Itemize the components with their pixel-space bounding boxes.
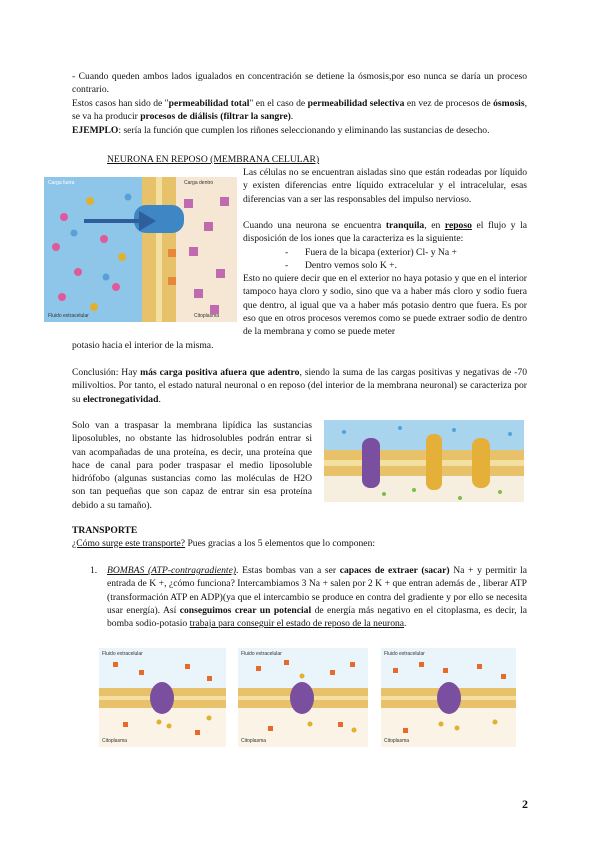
pump-figure-3 bbox=[381, 648, 516, 747]
reposo-neurona-term: trabaja para conseguir el estado de reposo de la neurona bbox=[189, 618, 405, 630]
intro-paragraph bbox=[72, 97, 527, 124]
bullet-2-text: Dentro vemos solo K +. bbox=[304, 260, 397, 271]
pump-svg-3 bbox=[381, 648, 516, 747]
pump-label-bottom-1: Citoplasma bbox=[102, 738, 128, 744]
bombas-text: . Estas bombas van a ser bbox=[236, 565, 340, 576]
ejemplo-label: EJEMPLO bbox=[72, 125, 119, 136]
conclusion-text: Conclusión: Hay bbox=[72, 367, 141, 378]
transporte-question-rest: Pues gracias a los 5 elementos que lo componen: bbox=[185, 538, 376, 549]
intro-text: . bbox=[290, 111, 294, 123]
bombas-text: de energía más negativo en el citoplasma, es decir, la bomba sodio-potasio bbox=[107, 604, 528, 630]
membrane-rest-figure bbox=[44, 177, 237, 322]
neurona-p2-text: , en bbox=[424, 220, 445, 231]
neurona-p1: Las células no se encuentran aisladas sino que están rodeadas por líquido y existen diferencias entre líquido extracelular y el intracelular, esas diferencias van a ser las responsables del impulso nervioso. bbox=[243, 167, 527, 205]
pump-label-top-1: Fluido extracelular bbox=[102, 651, 143, 657]
membrane-proteins-svg bbox=[314, 408, 527, 518]
membrane-rest-svg bbox=[44, 177, 237, 322]
intro-text: Estos casos han sido de " bbox=[72, 98, 169, 109]
membrane-proteins-figure bbox=[314, 408, 527, 518]
extraer-term: capaces de extraer (sacar) bbox=[339, 565, 450, 576]
bombas-number: 1. bbox=[90, 565, 98, 576]
dialisis-term: procesos de diálisis (filtrar la sangre) bbox=[140, 111, 291, 123]
carga-positiva-term: más carga positiva afuera que adentro bbox=[140, 367, 300, 378]
neurona-heading: NEURONA EN REPOSO (MEMBRANA CELULAR) bbox=[107, 154, 320, 165]
transporte-question bbox=[72, 537, 527, 550]
bullet-1-text: Fuera de la bicapa (exterior) Cl- y Na + bbox=[304, 247, 457, 258]
potencial-term: conseguimos crear un potencial bbox=[179, 604, 312, 616]
neurona-p2 bbox=[243, 219, 527, 246]
neurona-p3: Esto no quiere decir que en el exterior no haya potasio y que en el interior tampoco haya cloro y sodio, sino que va a haber más cloro y sodio fuera que dentro, al igual que va a haber más potasio dentro que fuera. Es por eso que en otros procesos veremos como se puede extraer sodio de dentro de la membrana y como se puede meter bbox=[243, 273, 527, 338]
liposoluble-paragraph: Solo van a traspasar la membrana lipídica las sustancias liposolubles, no obstante las hidrosolubles podrán entrar si van acompañadas de una proteína, es decir, una proteína que hace de canal para poder traspasar el medio liposoluble hidrófobo (algunas sustancias como las moléculas de H2O son tan pequeñas que son capaz de entrar sin esa proteína debido a su tamaño). bbox=[72, 420, 312, 511]
intro-text: " en el caso de bbox=[249, 98, 308, 109]
neurona-p2-text: Cuando una neurona se encuentra bbox=[243, 220, 386, 231]
conclusion-text: , siendo la suma de las cargas positivas y negativas de -70 milivoltios. Por tanto, el estado natural neuronal o en reposo (del interior de la membrana neuronal) se caracteriza por su bbox=[72, 367, 527, 405]
pump-label-bottom-2: Citoplasma bbox=[241, 738, 267, 744]
fig-label-right: Carga dentro bbox=[184, 180, 214, 186]
intro-line-1: - Cuando queden ambos lados igualados en concentración se detiene la ósmosis,por eso nunca se daría un proceso contrario. bbox=[72, 71, 527, 96]
bombas-term: BOMBAS (ATP-contragradiente) bbox=[107, 565, 237, 576]
pump-label-bottom-3: Citoplasma bbox=[384, 738, 410, 744]
bullet-1: - Fuera de la bicapa (exterior) Cl- y Na + bbox=[285, 247, 457, 258]
conclusion-text: . bbox=[158, 393, 161, 405]
fig-label-bl: Fluido extracelular bbox=[48, 313, 89, 319]
pump-svg-2 bbox=[238, 648, 368, 747]
pump-figure-2 bbox=[238, 648, 368, 747]
pump-svg-1 bbox=[99, 648, 226, 747]
transporte-question-link: ¿Cómo surge este transporte? bbox=[72, 538, 186, 549]
conclusion-paragraph bbox=[72, 366, 527, 406]
neurona-p2-text: el flujo y la disposición de los iones que la caracteriza es la siguiente: bbox=[243, 220, 527, 245]
fig-label-br: Citoplasma bbox=[194, 313, 220, 319]
bombas-item bbox=[107, 564, 527, 630]
bombas-text: . bbox=[404, 618, 407, 630]
tranquila-term: tranquila bbox=[385, 220, 425, 231]
page-number: 2 bbox=[522, 797, 528, 811]
intro-text: , se va ha producir bbox=[72, 98, 527, 123]
permeabilidad-total: permeabilidad total bbox=[168, 98, 250, 109]
neurona-p3-tail: potasio hacia el interior de la misma. bbox=[72, 340, 214, 351]
reposo-term: reposo bbox=[444, 220, 472, 231]
electronegatividad-term: electronegatividad bbox=[82, 393, 159, 405]
pump-figure-1 bbox=[99, 648, 226, 747]
ejemplo-text: : sería la función que cumplen los riñones seleccionando y eliminando las sustancias de desecho. bbox=[118, 125, 490, 136]
intro-text: en vez de procesos de bbox=[404, 98, 494, 109]
transporte-heading: TRANSPORTE bbox=[72, 525, 138, 536]
osmosis-term: ósmosis bbox=[493, 98, 525, 109]
pump-label-top-2: Fluido extracelular bbox=[241, 651, 282, 657]
bullet-2: - Dentro vemos solo K +. bbox=[285, 260, 397, 271]
pump-label-top-3: Fluido extracelular bbox=[384, 651, 425, 657]
fig-label-left: Carga fuera bbox=[48, 180, 75, 186]
permeabilidad-selectiva: permeabilidad selectiva bbox=[307, 98, 405, 109]
ejemplo-paragraph bbox=[72, 124, 527, 137]
bombas-text: Na + y permitir la entrada de K +, ¿cómo funciona? Intercambiamos 3 Na + salen por 2 K + que entran además de , liberar ATP (transformación ATP en ADP)(ya que el intercambio se produce en contra del gradiente y por ello se necesita usar energía). Así bbox=[107, 565, 528, 616]
